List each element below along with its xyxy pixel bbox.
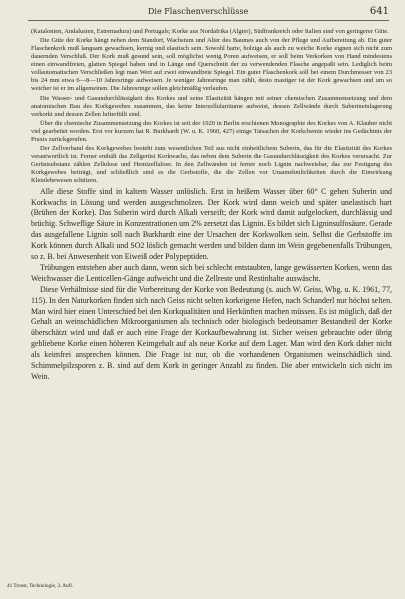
header-rule: [28, 20, 389, 21]
paragraph-turbidity: Trübungen entstehen aber auch dann, wenn sich bei schlecht entstaubten, lange gewässerten Korken, wenn das Weichwasser die Lenticellen-Gänge aufweicht und die Zellreste und Restinhalte auswäscht.: [31, 262, 392, 283]
paragraph-origin-regions: (Katalonien, Andalusien, Estremadura) und Portugals; Korke aus Nordafrika (Algier), Südfrankreich oder Italien sind von geringerer Güte.: [31, 28, 389, 35]
header-title: Die Flaschenverschlüsse: [148, 7, 249, 16]
paragraph-microorganisms: Diese Verhältnisse sind für die Vorbereitung der Korke von Bedeutung (s. auch W. Geiss, Wbg. u. K. 1961, 77, 115). In den Naturkorken finden sich nach Geiss nicht selten korkeigene Hefen, nach Schanderl nur höchst selten. Man wird hier einen Unterschied bei den Korkqualitäten und Herkünften machen müssen. Es ist möglich, daß der Gehalt an weinschädlichen Mikroorganismen als technisch oder biologisch bedeutsamer Bestandteil der Korke überschätzt wird und daß er auch eine Frage der Korkaufbewahrung ist. Sicher weisen gebrauchte oder übrig gebliebene Korke einen höheren Keimgehalt auf als neue Korke auf dem Lager. Man wird den Kork daher nicht als keimfrei ansprechen können. Die Frage ist nur, ob die vorhandenen Organismen weinschädlich sind. Schimmelpilzsporen z. B. sind auf dem Kork in geringer Anzahl zu finden. Die aber entwickeln sich nicht im Wein.: [31, 284, 392, 382]
paragraph-chemical-composition: Über die chemische Zusammensetzung des Korkes ist seit der 1920 in Berlin erschienen Monographie des Korkes von A. Klauber nicht viel gearbeitet worden. Erst vor kurzem hat R. Burkhardt (W. u. K. 1960, 427) einige Tatsachen der Korkchemie wieder ins Gedächtnis der Praxis zurückgerufen.: [31, 119, 392, 143]
page-number: 641: [369, 6, 389, 17]
paragraph-cork-quality: Die Güte der Korke hängt neben dem Standort, Wachstum und Alter des Baumes auch von der Pflege und Aufbereitung ab. Ein guter Flaschenkork muß langsam gewachsen, kernig und elastisch sein. Sowohl harte, holzige als auch zu weiche Korke eignen sich nicht zum dauernden Verschluß. Der Kork muß gesund sein, soll möglichst wenig Poren aufweisen, er soll beim Verkorken von Hand mindestens einen einwandfreien, glatten Spiegel haben und in Länge und Querschnitt der zu verwendenden Flasche angepaßt sein. Lediglich beim vollautomatischen Verschließen legt man Wert auf zwei einwandfreie Spiegel. Ein guter Flaschenkork soll bei einem Durchmesser von 23 bis 24 mm etwa 6—8—10 Jahresringe aufweisen. Je weniger Jahresringe man zählt, desto mastiger ist der Kork gewachsen und um so weicher ist er im allgemeinen. Die Jahresringe sollen gleichmäßig verlaufen.: [31, 37, 392, 93]
page-body: [31, 28, 392, 383]
paragraph-impermeability: Die Wasser- und Gasundurchlässigkeit des Korkes und seine Elastizität hängen mit seiner chemischen Zusammensetzung und dem anatomischen Bau des Korkgewebes zusammen, das keine Interzellularräume aufweist, dessen Zellwände durch Suberineinlagerung verkorkt und dessen Zellen lufterfüllt sind.: [31, 94, 392, 118]
paragraph-cell-structure: Der Zellverband des Korkgewebes besteht zum wesentlichen Teil aus nicht einheitlichem Suberin, das für die Elastizität des Korkes verantwortlich ist. Ferner enthält das Zellgerüst Korkwachs, das neben dem Suberin die Gasundurchlässigkeit des Korkes verursacht. Zur Gerüstsubstanz zählen Zellulose und Hemizellulose. In den Zellwänden ist ferner noch Lignin nachweisbar, das zur Festigung des Korkgewebes beiträgt, und schließlich sind es die Gerbstoffe, die die Zellen vor Unannehmlichkeiten durch die Einwirkung Kleinlebewesen schützen.: [31, 145, 392, 185]
running-header: [28, 6, 389, 20]
page-footer: 41 Troost, Technologie, 3. Aufl.: [7, 583, 74, 589]
paragraph-solubility: Alle diese Stoffe sind in kaltem Wasser unlöslich. Erst in heißem Wasser über 60° C gehen Suberin und Korkwachs in Lösung und werden ausgeschmolzen. Der Kork wird dann weich und später unelastisch hart (Brühen der Korke). Das Suberin wird durch Alkali verseift; der Kork wird damit aufgelockert, durchlässig und brüchig. Schweflige Säure in Konzentrationen um 2% zersetzt das Lignin. Es bildet sich Ligninsulfosäure. Gerade das ausgefallene Lignin soll nach Burkhardt eine der Ursachen der Korkwolken sein. Selbst die Gerbstoffe im Kork können durch Alkali und SO2 löslich gemacht werden und bilden dann im Wein gegebenenfalls Trübungen, so z. B. bei Anwesenheit von Eiweiß oder Polypeptiden.: [31, 186, 392, 262]
